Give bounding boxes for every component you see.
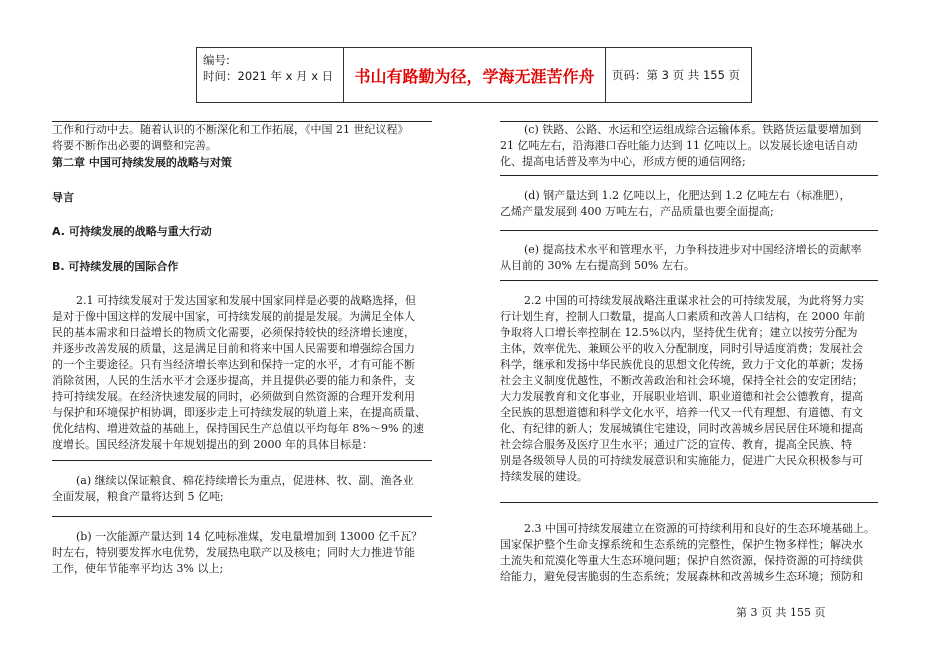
text-line: 社会主义制度优越性，不断改善政治和社会环境，保持全社会的安定团结； [500, 374, 863, 387]
text-line: (b) 一次能源产量达到 14 亿吨标准煤，发电量增加到 13000 亿千瓦？ [76, 530, 423, 543]
text-line: 与保护和环境保护相协调，即逐步走上可持续发展的轨道上来，在提高质量、 [52, 406, 426, 419]
text-line: (a) 继续以保证粮食、棉花持续增长为重点，促进林、牧、副、渔各业 [76, 474, 414, 487]
text-line: 持续发展的建设。 [500, 470, 588, 483]
text-line: 2.1 可持续发展对于发达国家和发展中国家同样是必要的战略选择，但 [76, 294, 416, 307]
paragraph-rule-right [500, 502, 878, 503]
section-heading: 导言 [52, 191, 74, 204]
text-line: 从目前的 30% 左右提高到 50% 左右。 [500, 259, 695, 272]
text-line: 的一个主要途径。只有当经济增长率达到和保持一定的水平，才有可能不断 [52, 358, 415, 371]
paragraph-rule-left [52, 460, 432, 461]
section-heading: A. 可持续发展的战略与重大行动 [52, 225, 212, 238]
text-line: 给能力，避免侵害脆弱的生态系统；发展森林和改善城乡生态环境；预防和 [500, 570, 863, 583]
text-line: 大力发展教育和文化事业，开展职业培训、职业道德和社会公德教育，提高 [500, 390, 863, 403]
text-line: 化、有纪律的新人；发展城镇住宅建设，同时改善城乡居民居住环境和提高 [500, 422, 863, 435]
paragraph-rule-right [500, 230, 878, 231]
paragraph-rule-right [500, 280, 878, 281]
text-line: 争取将人口增长率控制在 12.5%以内，坚持优生优育；建立以按劳分配为 [500, 326, 858, 339]
paragraph-rule-left [52, 516, 432, 517]
document-date: 时间：2021 年 x 月 x 日 [203, 69, 334, 83]
text-line: 2.3 中国可持续发展建立在资源的可持续利用和良好的生态环境基础上。 [524, 522, 875, 535]
text-line: 主体，效率优先、兼顾公平的收入分配制度，同时引导适度消费；发展社会 [500, 342, 863, 355]
text-line: 乙烯产量发展到 400 万吨左右，产品质量也要全面提高; [500, 205, 774, 218]
text-line: 全面发展，粮食产量将达到 5 亿吨; [52, 490, 224, 503]
text-line: (c) 铁路、公路、水运和空运组成综合运输体系。铁路货运量要增加到 [524, 123, 862, 136]
text-line: 工作，使年节能率平均达 3% 以上; [52, 562, 224, 575]
document-number-label: 编号: [203, 53, 230, 67]
text-line: 21 亿吨左右，沿海港口吞吐能力达到 11 亿吨以上。以发展长途电话自动 [500, 139, 858, 152]
paragraph-rule-right [500, 175, 878, 176]
text-line: 全民族的思想道德和科学文化水平，培养一代又一代有理想、有道德、有文 [500, 406, 863, 419]
top-rule-right [500, 121, 878, 122]
page-header-table [196, 47, 752, 103]
header-meta-cell [197, 48, 344, 102]
chapter-heading: 第二章 中国可持续发展的战略与对策 [52, 156, 232, 169]
text-line: 行计划生育，控制人口数量，提高人口素质和改善人口结构，在 2000 年前 [500, 310, 865, 323]
text-line: 度增长。国民经济发展十年规划提出的到 2000 年的具体目标是： [52, 438, 373, 451]
text-line: (e) 提高技术水平和管理水平，力争科技进步对中国经济增长的贡献率 [524, 243, 862, 256]
text-line: (d) 钢产量达到 1.2 亿吨以上，化肥达到 1.2 亿吨左右（标准肥）， [524, 189, 851, 202]
text-line: 并逐步改善发展的质量，这是满足目前和将来中国人民需要和增强综合国力 [52, 342, 415, 355]
header-page-number: 页码：第 3 页 共 155 页 [612, 68, 741, 82]
text-line: 社会综合服务及医疗卫生水平；通过广泛的宣传、教育，提高全民族、特 [500, 438, 852, 451]
page-footer: 第 3 页 共 155 页 [736, 606, 826, 619]
text-line: 优化结构、增进效益的基础上，保持国民生产总值以平均每年 8%～9% 的速 [52, 422, 424, 435]
text-line: 土流失和荒漠化等重大生态环境问题；保护自然资源，保持资源的可持续供 [500, 554, 863, 567]
text-line: 将要不断作出必要的调整和完善。 [52, 139, 217, 152]
text-line: 民的基本需求和日益增长的物质文化需要，必须保持较快的经济增长速度， [52, 326, 415, 339]
top-rule-left [52, 121, 432, 122]
section-heading: B. 可持续发展的国际合作 [52, 260, 179, 273]
text-line: 持可持续发展。在经济快速发展的同时，必须做到自然资源的合理开发利用 [52, 390, 415, 403]
text-line: 化、提高电话普及率为中心，形成方便的通信网络; [500, 155, 746, 168]
text-line: 工作和行动中去。随着认识的不断深化和工作拓展，《中国 21 世纪议程》 [52, 123, 409, 136]
text-line: 时左右，特别要发挥水电优势，发展热电联产以及核电；同时大力推进节能 [52, 546, 415, 559]
text-line: 2.2 中国的可持续发展战略注重谋求社会的可持续发展，为此将努力实 [524, 294, 864, 307]
text-line: 国家保护整个生命支撑系统和生态系统的完整性，保护生物多样性；解决水 [500, 538, 863, 551]
text-line: 消除贫困，人民的生活水平才会逐步提高，并且提供必要的能力和条件，支 [52, 374, 415, 387]
header-motto: 书山有路勤为径，学海无涯苦作舟 [344, 48, 606, 102]
text-line: 科学，继承和发扬中华民族优良的思想文化传统，致力于文化的革新；发扬 [500, 358, 863, 371]
text-line: 是对于像中国这样的发展中国家，可持续发展的前提是发展。为满足全体人 [52, 310, 415, 323]
text-line: 别是各级领导人员的可持续发展意识和实施能力，促进广大民众积极参与可 [500, 454, 863, 467]
